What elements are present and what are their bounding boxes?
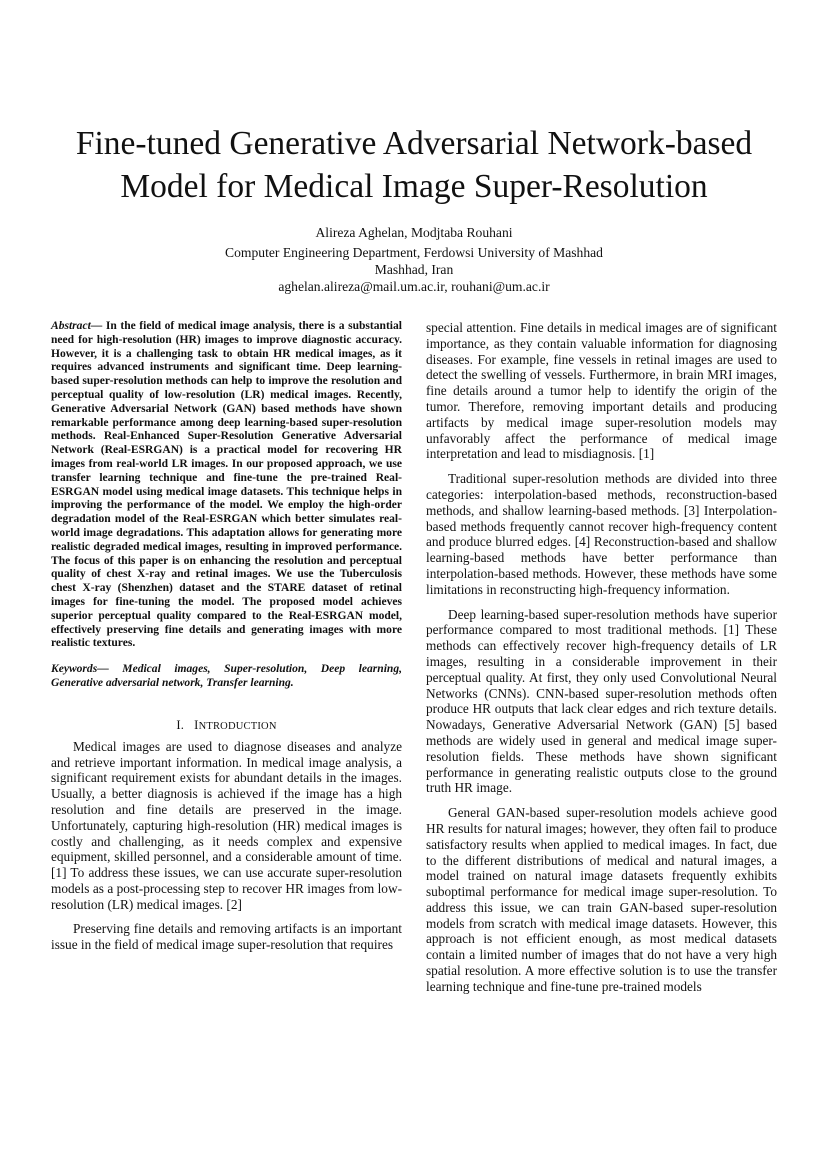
section-title-rest: NTRODUCTION bbox=[198, 720, 277, 732]
author-affiliation: Computer Engineering Department, Ferdowsi University of Mashhad bbox=[225, 245, 603, 260]
body-paragraph: Traditional super-resolution methods are divided into three categories: interpolation-based methods, reconstruction-based methods, and shallow learning-based methods. [3] Interpolation-based methods frequently cannot recover high-frequency content and produce blurred edges. [4] Reconstruction-based and shallow learning-based methods have better performance than interpolation-based methods. However, these methods have some limitations in reconstructing high-frequency information. bbox=[426, 471, 777, 597]
body-paragraph: General GAN-based super-resolution models achieve good HR results for natural images; however, they often fail to produce satisfactory results when applied to medical images. In fact, due to the different distributions of medical and natural images, a model trained on natural image datasets frequently exhibits suboptimal performance for medical image super-resolution. To address this issue, we can train GAN-based super-resolution models from scratch with medical image datasets. However, this approach is not efficient enough, as most medical datasets contain a limited number of images that do not have a very high spatial resolution. A more effective solution is to use the transfer learning technique and fine-tune pre-trained models bbox=[426, 805, 777, 994]
left-column bbox=[51, 320, 402, 953]
right-column bbox=[426, 320, 777, 995]
abstract-text: In the field of medical image analysis, there is a substantial need for high-resolution (HR) images to improve diagnostic accuracy. However, it is a challenging task to obtain HR medical images, as it requires advanced instruments and significant time. Deep learning-based super-resolution methods can help to improve the resolution and perceptual quality of low-resolution (LR) medical images. Recently, Generative Adversarial Network (GAN) based methods have shown remarkable performance among deep learning-based super-resolution methods. Real-Enhanced Super-Resolution Generative Adversarial Network (Real-ESRGAN) is a practical model for recovering HR images from real-world LR images. In our proposed approach, we use transfer learning technique and fine-tune the pre-trained Real-ESRGAN model using medical image datasets. This technique helps in improving the performance of the model. We employ the high-order degradation model of the Real-ESRGAN which better simulates real-world image degradations. This adaptation allows for generating more realistic degraded medical images, resulting in improved performance. The focus of this paper is on enhancing the resolution and perceptual quality of chest X-ray and retinal images. We use the Tuberculosis chest X-ray (Shenzhen) dataset and the STARE dataset of retinal images for fine-tuning the model. The proposed model achieves superior perceptual quality compared to the Real-ESRGAN model, effectively preserving fine details and generating images with more realistic textures. bbox=[51, 320, 402, 650]
author-emails: aghelan.alireza@mail.um.ac.ir, rouhani@um.ac.ir bbox=[278, 279, 550, 294]
section-heading-introduction bbox=[51, 718, 402, 734]
author-location: Mashhad, Iran bbox=[374, 262, 454, 277]
body-paragraph: Deep learning-based super-resolution methods have superior performance compared to most traditional methods. [1] These methods can effectively recover high-frequency details of LR images, resulting in a considerable improvement in their perceptual quality. At first, they only used Convolutional Neural Networks (CNNs). CNN-based super-resolution methods often produce HR outputs that lack clear edges and rich texture details. Nowadays, Generative Adversarial Network (GAN) [5] based methods are widely used in general and medical image super-resolution fields. These methods have shown significant performance in generating realistic outputs close to the ground truth HR image. bbox=[426, 606, 777, 796]
keywords bbox=[51, 663, 402, 691]
keywords-text: Medical images, Super-resolution, Deep learning, Generative adversarial network, Transfer learning. bbox=[51, 663, 402, 689]
section-title-initial: I bbox=[194, 717, 199, 732]
abstract bbox=[51, 320, 402, 651]
author-names: Alireza Aghelan, Modjtaba Rouhani bbox=[315, 225, 513, 240]
body-paragraph: Preserving fine details and removing artifacts is an important issue in the field of medical image super-resolution that requires bbox=[51, 921, 402, 953]
keywords-label: Keywords— bbox=[51, 663, 109, 676]
body-paragraph: special attention. Fine details in medical images are of significant importance, as they contain valuable information for diagnosing diseases. For example, fine vessels in retinal images are used to detect the swelling of vessels. Furthermore, in brain MRI images, fine details around a tumor help to identify the origin of the tumor. Therefore, removing important details and producing artifacts by medical image super-resolution models may unfavorably affect the performance of medical image interpretation and lead to misdiagnosis. [1] bbox=[426, 320, 777, 462]
body-paragraph: Medical images are used to diagnose diseases and analyze and retrieve important information. In medical image analysis, a significant requirement exists for abundant details in the images. Usually, a better diagnosis is achieved if the image has a high resolution and fine details are preserved in the image. Unfortunately, capturing high-resolution (HR) medical images is costly and challenging, as it needs complex and expensive equipment, skilled personnel, and a considerable amount of time. [1] To address these issues, we can use accurate super-resolution models as a post-processing step to recover HR images from low-resolution (LR) medical images. [2] bbox=[51, 738, 402, 912]
abstract-label: Abstract— bbox=[51, 320, 103, 332]
paper-title: Fine-tuned Generative Adversarial Network-based Model for Medical Image Super-Resolution bbox=[75, 125, 753, 205]
section-number: I. bbox=[176, 717, 185, 732]
